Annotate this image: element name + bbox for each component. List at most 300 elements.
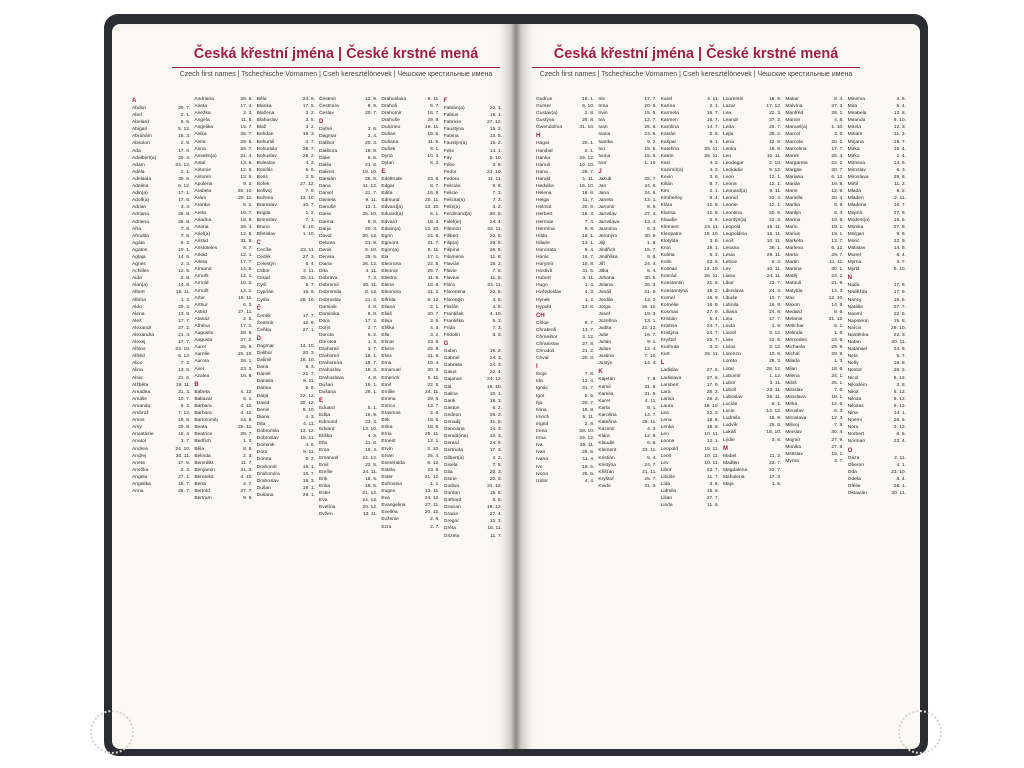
name-day-row <box>723 160 781 167</box>
first-name: Anežka <box>194 111 211 117</box>
name-day-row <box>598 346 656 353</box>
first-name: Marilyn <box>785 210 802 216</box>
name-day-row <box>723 366 781 373</box>
name-day-date: 14. 8. <box>893 245 906 251</box>
name-day-row <box>381 382 439 389</box>
name-day-date: 5. 11. <box>582 414 595 420</box>
first-name: Kosmas <box>660 309 679 315</box>
first-name: Ella <box>318 441 328 447</box>
name-day-date: 14. 4. <box>644 361 657 367</box>
name-day-date: 31. 12. <box>487 483 502 489</box>
name-day-date: 28. 1. <box>831 111 844 117</box>
first-name: Minerva <box>847 97 866 102</box>
name-day-date: 16. 3. <box>178 134 191 140</box>
name-day-row <box>194 446 252 453</box>
first-name: Aristid <box>194 238 208 244</box>
name-day-date: 15. 2. <box>489 141 502 147</box>
first-name: Max <box>785 295 795 301</box>
name-day-row <box>536 176 594 183</box>
name-day-row <box>444 376 502 383</box>
first-name: Bořek <box>256 182 270 188</box>
first-name: Alina <box>132 368 143 374</box>
name-day-date: 27. 8. <box>582 342 595 347</box>
name-day-date: 25. 6. <box>644 125 657 131</box>
name-day-date: 11. 7. <box>490 533 502 539</box>
name-day-row <box>444 369 502 376</box>
first-name: Marta <box>785 253 798 259</box>
first-name: Ariadna <box>194 217 212 223</box>
first-name: Fébe <box>443 162 455 168</box>
name-day-row <box>444 518 502 525</box>
name-day-row <box>132 389 190 396</box>
name-day-date: 24. 3. <box>489 356 502 362</box>
first-name: Hilarie <box>536 240 550 246</box>
first-name: Irvin <box>598 111 608 117</box>
first-name: Bohdan <box>256 132 274 138</box>
first-name: Ignác <box>536 386 548 392</box>
first-name: Lina <box>722 316 733 322</box>
name-day-row <box>381 488 439 495</box>
first-name: František <box>443 311 464 317</box>
section-letter: I <box>536 364 538 371</box>
first-name: Bronislav <box>256 217 277 223</box>
name-day-date: 16. 3. <box>582 212 595 218</box>
first-name: Gunter <box>536 104 551 110</box>
first-name: Marián <box>785 182 801 188</box>
name-day-row <box>319 490 377 497</box>
name-day-row <box>598 247 656 254</box>
name-day-date: 21. 6. <box>365 162 378 168</box>
first-name: Fabius <box>443 113 459 119</box>
name-day-date: 31. 3. <box>178 389 191 395</box>
first-name: Enrico <box>381 403 396 409</box>
name-day-row <box>381 467 439 474</box>
name-day-row <box>536 96 594 103</box>
name-day-row <box>381 403 439 410</box>
name-day-row <box>598 419 656 426</box>
first-name: Angela <box>132 474 148 480</box>
name-day-date: 15. 1. <box>831 451 844 457</box>
name-day-row <box>257 103 315 110</box>
first-name: Libor <box>660 467 672 473</box>
name-day-row <box>132 183 190 190</box>
first-name: Lilian <box>660 496 673 502</box>
name-day-row <box>381 197 439 204</box>
first-name: Drahoslav <box>318 368 342 374</box>
name-day-row <box>723 245 781 252</box>
name-day-date: 8. 2. <box>896 189 906 195</box>
name-day-row <box>661 389 719 396</box>
name-day-row <box>319 440 377 447</box>
name-day-row <box>444 105 502 112</box>
first-name: Lazar <box>722 104 736 110</box>
name-day-date: 29. 6. <box>893 175 906 181</box>
name-day-row <box>536 341 594 348</box>
name-day-date: 31. 8. <box>489 420 502 426</box>
name-day-row <box>848 259 906 266</box>
name-day-date: 11. 5. <box>490 276 502 282</box>
name-day-row <box>848 282 906 289</box>
name-day-date: 31. 3. <box>240 467 253 473</box>
name-day-row <box>194 131 252 138</box>
name-day-row <box>257 188 315 195</box>
name-day-row <box>661 266 719 273</box>
first-name: Hermína <box>536 226 555 232</box>
first-name: Jiří <box>598 262 605 268</box>
first-name: Darja <box>318 226 331 232</box>
name-day-date: 7. 10. <box>644 354 657 360</box>
name-day-date: 10. 11. <box>704 453 719 459</box>
name-day-row <box>598 103 656 110</box>
first-name: Hana <box>536 169 548 175</box>
name-day-date: 13. 7. <box>831 238 844 244</box>
first-name: Čestmír <box>256 320 274 326</box>
name-day-row <box>598 254 656 261</box>
name-day-row <box>723 252 781 259</box>
first-name: Česlav <box>318 111 334 117</box>
name-day-row <box>444 133 502 140</box>
name-day-row <box>723 210 781 217</box>
name-day-date: 25. 11. <box>300 276 315 282</box>
first-name: Jakub <box>598 176 612 182</box>
first-name: Andrej <box>132 453 147 459</box>
name-day-row <box>319 412 377 419</box>
name-day-date: 7. 3. <box>492 191 502 197</box>
name-day-date: 28. 11. <box>579 443 595 449</box>
name-day-row <box>381 183 439 190</box>
name-day-date: 18. 1. <box>302 464 315 470</box>
first-name: Kateřina <box>598 420 617 426</box>
first-name: Lourentin <box>722 97 744 102</box>
name-day-date: 6. 1. <box>243 396 253 402</box>
name-day-date: 8. 12. <box>427 297 440 303</box>
first-name: Mariana <box>785 175 803 181</box>
first-name: Gajanus <box>443 377 462 383</box>
name-day-row <box>598 131 656 138</box>
name-day-date: 24. 9. <box>489 441 502 447</box>
first-name: Medard <box>785 309 802 315</box>
name-day-date: 27. 2. <box>769 118 782 124</box>
first-name: Adéla <box>132 169 145 175</box>
name-day-row <box>257 268 315 275</box>
first-name: Filipína <box>443 247 460 253</box>
first-name: Jaromír <box>598 205 615 211</box>
name-day-row <box>661 396 719 403</box>
name-day-row <box>848 367 906 374</box>
first-name: Drahomil <box>318 347 339 353</box>
name-day-date: 8. 4. <box>709 196 719 202</box>
name-day-row <box>381 396 439 403</box>
name-day-date: 3. 12. <box>769 331 782 337</box>
first-name: Anselm(a) <box>194 153 217 159</box>
first-name: Ester <box>381 474 393 480</box>
name-day-date: 27. 8. <box>893 224 906 230</box>
name-day-row <box>661 174 719 181</box>
name-day-date: 20. 9. <box>582 205 595 211</box>
first-name: Herman <box>536 219 554 225</box>
name-day-date: 18. 12. <box>487 505 502 511</box>
first-name: Lea <box>722 111 732 117</box>
name-day-row <box>319 190 377 197</box>
first-name: Dušan <box>318 382 334 388</box>
first-name: Marina <box>785 217 801 223</box>
first-name: Anežka <box>132 467 149 473</box>
first-name: Blanka <box>256 104 272 110</box>
name-day-row <box>257 320 315 327</box>
name-day-date: 28. 8. <box>240 97 253 102</box>
name-day-row <box>723 273 781 280</box>
first-name: Drahomíra <box>256 471 280 477</box>
first-name: Klarisa <box>660 210 676 216</box>
name-day-row <box>848 424 906 431</box>
name-day-date: 28. 10. <box>579 429 595 435</box>
first-name: Drahoslav <box>256 478 279 484</box>
name-day-row <box>381 139 439 146</box>
name-day-row <box>194 202 252 209</box>
first-name: Drahuše <box>381 118 400 124</box>
name-day-date: 24. 12. <box>362 498 378 504</box>
name-day-row <box>444 405 502 412</box>
name-day-date: 12. 8. <box>706 210 719 216</box>
name-day-row <box>536 289 594 296</box>
name-day-date: 27. 12. <box>487 120 502 126</box>
name-day-date: 13. 1. <box>644 318 657 324</box>
name-day-row <box>598 240 656 247</box>
first-name: Daniela <box>256 379 274 385</box>
name-day-row <box>444 325 502 332</box>
first-name: Knut <box>660 245 671 251</box>
name-day-row <box>848 403 906 410</box>
name-day-row <box>257 160 315 167</box>
first-name: Andriana <box>194 97 214 102</box>
name-day-row <box>257 217 315 224</box>
first-name: Karolína <box>660 125 679 131</box>
first-name: Odeta <box>847 476 861 482</box>
name-day-date: 17. 5. <box>302 104 315 110</box>
name-day-date: 26. 1. <box>240 359 253 365</box>
first-name: Florentina <box>443 290 466 296</box>
name-day-date: 29. 1. <box>302 492 315 498</box>
first-name: Edita <box>381 191 393 197</box>
name-day-date: 26. 12. <box>362 262 378 268</box>
first-name: Alfons <box>132 347 146 353</box>
name-day-date: 14. 5. <box>178 254 191 260</box>
name-day-row <box>661 210 719 217</box>
first-name: Ferdinand(a) <box>443 212 472 218</box>
name-day-date: 19. 1. <box>365 382 378 388</box>
name-day-row <box>723 103 781 110</box>
first-name: Ivo <box>598 146 605 152</box>
name-day-row <box>723 202 781 209</box>
first-name: Emílie <box>318 469 333 475</box>
name-day-date: 7. 3. <box>492 198 502 204</box>
name-day-date: 20. 8. <box>489 233 502 239</box>
name-day-row <box>536 371 594 378</box>
name-day-date: 18. 8. <box>706 425 719 431</box>
first-name: Dominika <box>318 311 340 317</box>
name-day-row <box>598 297 656 304</box>
first-name: Felicián <box>443 184 461 190</box>
first-name: Antal <box>194 160 206 166</box>
name-day-row <box>319 103 377 110</box>
name-day-date: 24. 12. <box>579 436 595 442</box>
name-day-date: 22. 5. <box>427 382 440 388</box>
name-day-row <box>444 476 502 483</box>
name-day-row <box>444 497 502 504</box>
name-day-row <box>661 245 719 252</box>
name-day-date: 5. 4. <box>709 316 719 322</box>
first-name: Leontýn(a) <box>722 217 747 223</box>
name-day-row <box>132 353 190 360</box>
name-day-date: 22. 2. <box>831 160 844 166</box>
name-day-date: 21. 9. <box>644 290 657 296</box>
first-name: Kvido <box>598 483 611 489</box>
first-name: Matylda <box>785 288 803 294</box>
name-day-date: 5. 7. <box>305 283 315 289</box>
first-name: Alena <box>132 311 145 317</box>
first-name: Leona <box>722 182 737 188</box>
name-day-date: 1. 4. <box>584 283 595 289</box>
name-day-date: 4. 3. <box>584 290 595 296</box>
name-day-row <box>257 407 315 414</box>
first-name: Hagar <box>536 141 550 147</box>
name-day-date: 11. 7. <box>582 198 595 204</box>
name-day-date: 25. 6. <box>582 450 595 456</box>
name-day-date: 9. 8. <box>647 254 657 260</box>
name-day-row <box>723 337 781 344</box>
first-name: Leonard(a) <box>722 189 747 195</box>
first-name: Gerard <box>443 441 459 447</box>
first-name: Mstislav <box>785 451 803 457</box>
name-day-row <box>381 240 439 247</box>
name-day-row <box>319 96 377 103</box>
name-day-row <box>194 366 252 373</box>
name-day-date: 20. 7. <box>582 400 595 406</box>
first-name: Běla <box>194 446 205 452</box>
name-day-row <box>598 476 656 483</box>
name-day-row <box>661 424 719 431</box>
name-day-row <box>848 124 906 131</box>
name-day-row <box>536 103 594 110</box>
first-name: Dominik <box>256 443 275 449</box>
name-day-date: 3. 3. <box>180 205 191 211</box>
name-day-row <box>444 112 502 119</box>
name-day-date: 8. 4. <box>834 97 844 102</box>
first-name: Angelika <box>132 481 151 487</box>
name-day-row <box>661 417 719 424</box>
name-day-date: 12. 8. <box>240 231 253 237</box>
name-day-row <box>444 419 502 426</box>
name-day-row <box>319 325 377 332</box>
name-day-date: 16. 7. <box>893 203 906 209</box>
name-day-date: 19. 8. <box>831 182 844 188</box>
first-name: Oda <box>847 469 857 475</box>
name-day-date: 13. 4. <box>644 219 657 225</box>
first-name: Klára <box>598 434 610 440</box>
name-day-row <box>194 337 252 344</box>
first-name: Barbora <box>194 411 212 417</box>
first-name: Leo <box>722 153 732 159</box>
first-name: Mirtil <box>847 182 858 188</box>
name-day-date: 22. 3. <box>769 111 782 117</box>
name-day-row <box>444 355 502 362</box>
first-name: Amálie <box>132 396 147 402</box>
first-name: Danuše <box>318 205 336 211</box>
name-day-date: 21. 2. <box>365 297 378 303</box>
name-day-date: 15. 7. <box>178 481 191 487</box>
name-day-date: 12. 1. <box>427 439 440 445</box>
first-name: Florián <box>443 304 459 310</box>
name-day-row <box>848 304 906 311</box>
name-day-row <box>785 224 843 231</box>
name-day-date: 25. 4. <box>427 453 440 459</box>
first-name: Berenika <box>194 474 214 480</box>
name-day-date: 22. 5. <box>365 462 378 468</box>
name-day-row <box>848 410 906 417</box>
name-day-row <box>598 139 656 146</box>
name-day-row <box>598 426 656 433</box>
name-day-row <box>536 211 594 218</box>
first-name: Jasmína <box>598 226 617 232</box>
name-day-date: 23. 8. <box>427 467 440 473</box>
first-name: Bohuslav <box>256 153 277 159</box>
first-name: Karína <box>660 104 676 110</box>
name-day-date: 17. 9. <box>893 290 906 296</box>
name-day-row <box>194 188 252 195</box>
name-day-date: 20. 4. <box>831 196 844 202</box>
name-day-row <box>319 275 377 282</box>
first-name: Linda <box>722 324 735 329</box>
name-day-row <box>661 295 719 302</box>
first-name: Gregor <box>443 519 459 525</box>
name-day-date: 29. 9. <box>831 345 844 351</box>
name-day-date: 3. 8. <box>709 481 719 487</box>
name-day-row <box>444 462 502 469</box>
name-day-row <box>319 268 377 275</box>
name-day-date: 9. 1. <box>647 340 657 346</box>
name-day-date: 28. 7. <box>302 146 315 152</box>
first-name: Dorota <box>318 333 334 338</box>
first-name: Felix <box>443 148 454 154</box>
name-day-row <box>598 398 656 405</box>
first-name: Edita <box>318 412 331 418</box>
section-letter: M <box>722 445 728 452</box>
name-day-row <box>132 126 190 133</box>
first-name: Evelína <box>381 510 398 516</box>
name-day-date: 15. 1. <box>582 97 595 102</box>
name-day-date: 9. 11. <box>365 198 378 204</box>
first-name: Elisa <box>381 318 392 324</box>
name-day-date: 24. 9. <box>302 97 315 102</box>
name-day-date: 13. 12. <box>300 429 315 435</box>
first-name: Dafné <box>318 127 333 133</box>
name-day-date: 17. 3. <box>489 448 502 454</box>
first-name: Oáza <box>847 455 860 461</box>
name-day-row <box>257 110 315 117</box>
name-day-row <box>536 183 594 190</box>
name-day-date: 25. 11. <box>704 153 719 159</box>
name-day-row <box>536 297 594 304</box>
first-name: Dulcineo <box>381 125 401 131</box>
name-day-row <box>381 431 439 438</box>
name-day-date: 20. 8. <box>582 356 595 362</box>
first-name: Irma <box>536 436 546 442</box>
name-day-date: 25. 1. <box>831 380 844 386</box>
name-day-date: 31. 12. <box>828 316 844 322</box>
first-name: Amos <box>132 418 145 424</box>
name-day-date: 16. 8. <box>178 418 191 424</box>
name-day-row <box>785 131 843 138</box>
